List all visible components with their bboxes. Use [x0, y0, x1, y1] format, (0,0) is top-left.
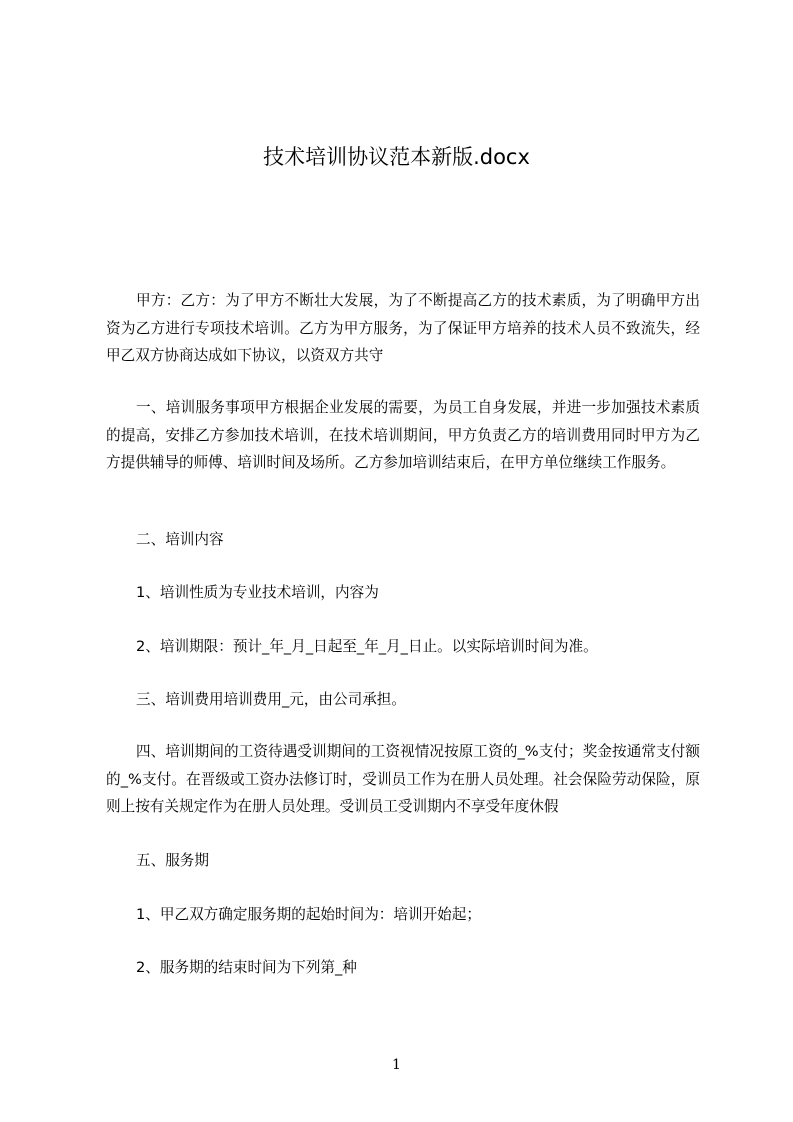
- document-title: 技术培训协议范本新版.docx: [263, 145, 530, 169]
- section-1-paragraph: 一、培训服务事项甲方根据企业发展的需要，为员工自身发展，并进一步加强技术素质的提高，安排乙方参加技术培训，在技术培训期间，甲方负责乙方的培训费用同时甲方为乙方提供辅导的师傅、培训时间及场所。乙方参加培训结束后，在甲方单位继续工作服务。: [106, 399, 700, 471]
- section-3-paragraph: 三、培训费用培训费用_元，由公司承担。: [136, 691, 406, 708]
- section-2-heading: 二、培训内容: [136, 531, 224, 548]
- section-5-heading: 五、服务期: [136, 852, 209, 869]
- intro-paragraph: 甲方：乙方：为了甲方不断壮大发展，为了不断提高乙方的技术素质，为了明确甲方出资为乙方进行专项技术培训。乙方为甲方服务，为了保证甲方培养的技术人员不致流失，经甲乙双方协商达成如下协议，以资双方共守: [106, 292, 700, 364]
- section-5-item-2: 2、服务期的结束时间为下列第_种: [136, 959, 357, 976]
- page-number: 1: [392, 1057, 401, 1073]
- section-4-paragraph: 四、培训期间的工资待遇受训期间的工资视情况按原工资的_%支付；奖金按通常支付额的_%支付。在晋级或工资办法修订时，受训员工作为在册人员处理。社会保险劳动保险，原则上按有关规定作为在册人员处理。受训员工受训期内不享受年度休假: [106, 743, 700, 815]
- section-2-item-2: 2、培训期限：预计_年_月_日起至_年_月_日止。以实际培训时间为准。: [136, 638, 598, 655]
- section-5-item-1: 1、甲乙双方确定服务期的起始时间为：培训开始起；: [136, 906, 481, 923]
- section-2-item-1: 1、培训性质为专业技术培训，内容为: [136, 584, 379, 601]
